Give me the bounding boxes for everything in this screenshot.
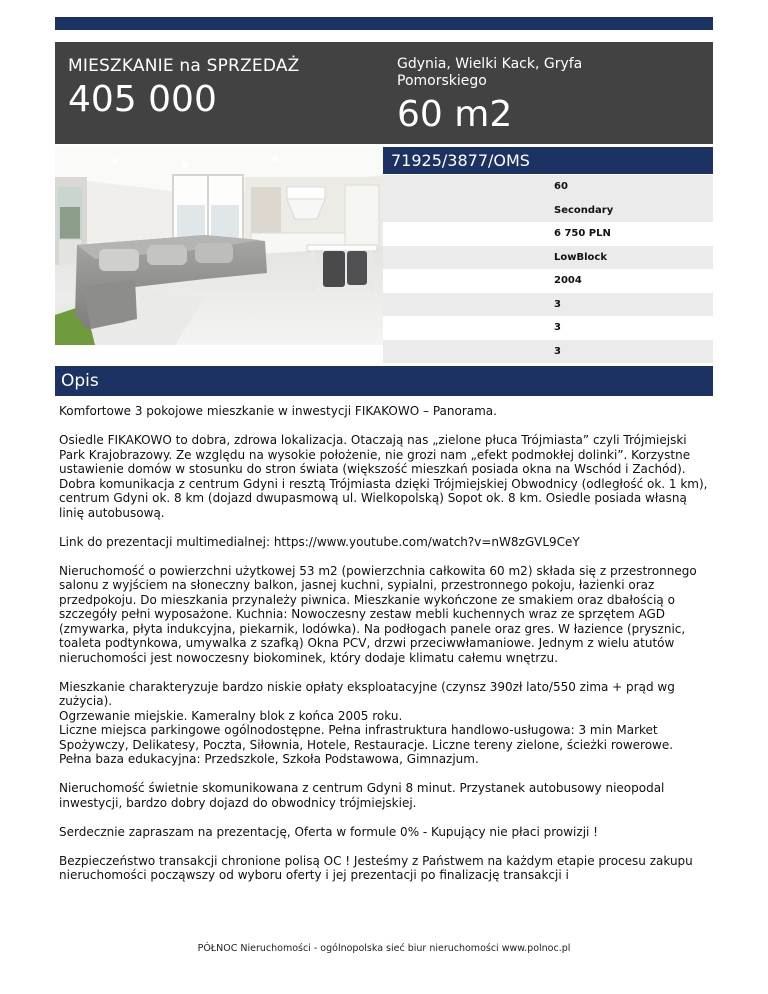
attribute-row: 2004 <box>383 269 713 293</box>
description-paragraph: Bezpieczeństwo transakcji chronione polisą OC ! Jesteśmy z Państwem na każdym etapie procesu zakupu nieruchomości począwszy od wyboru oferty i jej prezentacji po finalizację transakcji i <box>59 853 693 882</box>
section-title-opis: Opis <box>55 366 713 396</box>
top-accent-bar <box>55 17 713 30</box>
reference-number: 71925/3877/OMS <box>383 147 713 174</box>
description-paragraph: Komfortowe 3 pokojowe mieszkanie w inwestycji FIKAKOWO – Panorama. <box>59 404 497 418</box>
description-paragraph: Mieszkanie charakteryzuje bardzo niskie opłaty eksploatacyjne (czynsz 390zł lato/550 zima + prąd wg zużycia). Ogrzewanie miejskie. Kameralny blok z końca 2005 roku. Liczne miejsca parkingowe ogólnodostępne. Pełna infrastruktura handlowo-usługowa: 3 min Market Spożywczy, Delikatesy, Poczta, Siłownia, Hotele, Restauracje. Liczne tereny zielone, ścieżki rowerowe. Pełna baza edukacyjna: Przedszkole, Szkoła Podstawowa, Gimnazjum. <box>59 679 675 766</box>
attribute-row: 3 <box>383 293 713 317</box>
description-paragraph: Nieruchomość o powierzchni użytkowej 53 m2 (powierzchnia całkowita 60 m2) składa się z przestronnego salonu z wyjściem na słoneczny balkon, jasnej kuchni, sypialni, przestronnego pokoju, łazienki oraz przedpokoju. Do mieszkania przynależy piwnica. Mieszkanie wykończone ze smakiem oraz dbałością o szczegóły pełni wyposażone. Kuchnia: Nowoczesny zestaw mebli kuchennych wraz ze sprzętem AGD (zmywarka, płyta indukcyjna, piekarnik, lodówka). Na podłogach panele oraz gres. W łazience (prysznic, toaleta podtynkowa, umywalka z szafką) Okna PCV, drzwi przeciwwłamaniowe. Jednym z wielu atutów nieruchomości jest nowoczesny biokominek, który dodaje klimatu całemu wnętrzu. <box>59 563 697 665</box>
description-paragraph: Osiedle FIKAKOWO to dobra, zdrowa lokalizacja. Otaczają nas „zielone płuca Trójmiasta” czyli Trójmiejski Park Krajobrazowy. Ze względu na wysokie położenie, nie grozi nam „efekt podmokłej dolinki”. Korzystne ustawienie domów w stosunku do stron świata (większość mieszkań posiada okna na Wschód i Zachód). Dobra komunikacja z centrum Gdyni i resztą Trójmiasta dzięki Trójmiejskiej Obwodnicy (odległość ok. 1 km), centrum Gdyni ok. 8 km (dojazd dwupasmową ul. Wielkopolską) Sopot ok. 8 km. Osiedle posiada własną linię autobusową. <box>59 433 708 520</box>
attributes-table <box>383 175 713 363</box>
attribute-row: Secondary <box>383 199 713 223</box>
attribute-row: 3 <box>383 340 713 364</box>
listing-price: 405 000 <box>68 79 217 120</box>
attribute-row: 3 <box>383 316 713 340</box>
property-photo <box>55 147 383 345</box>
description-text <box>59 404 709 897</box>
description-paragraph: Serdecznie zapraszam na prezentację, Oferta w formule 0% - Kupujący nie płaci prowizji ! <box>59 824 598 839</box>
attribute-row: LowBlock <box>383 246 713 270</box>
listing-type: MIESZKANIE na SPRZEDAŻ <box>68 56 300 76</box>
description-paragraph: Link do prezentacji multimedialnej: https://www.youtube.com/watch?v=nW8zGVL9CeY <box>59 534 580 549</box>
description-paragraph: Nieruchomość świetnie skomunikowana z centrum Gdyni 8 minut. Przystanek autobusowy nieopodal inwestycji, bardzo dobry dojazd do obwodnicy trójmiejskiej. <box>59 781 665 810</box>
listing-header <box>55 42 713 144</box>
page-footer: PÓŁNOC Nieruchomości - ogólnopolska sieć biur nieruchomości www.polnoc.pl <box>197 943 571 954</box>
attribute-row: 6 750 PLN <box>383 222 713 246</box>
listing-area: 60 m2 <box>397 94 513 135</box>
listing-location: Gdynia, Wielki Kack, Gryfa Pomorskiego <box>397 56 583 89</box>
attribute-row: 60 <box>383 175 713 199</box>
